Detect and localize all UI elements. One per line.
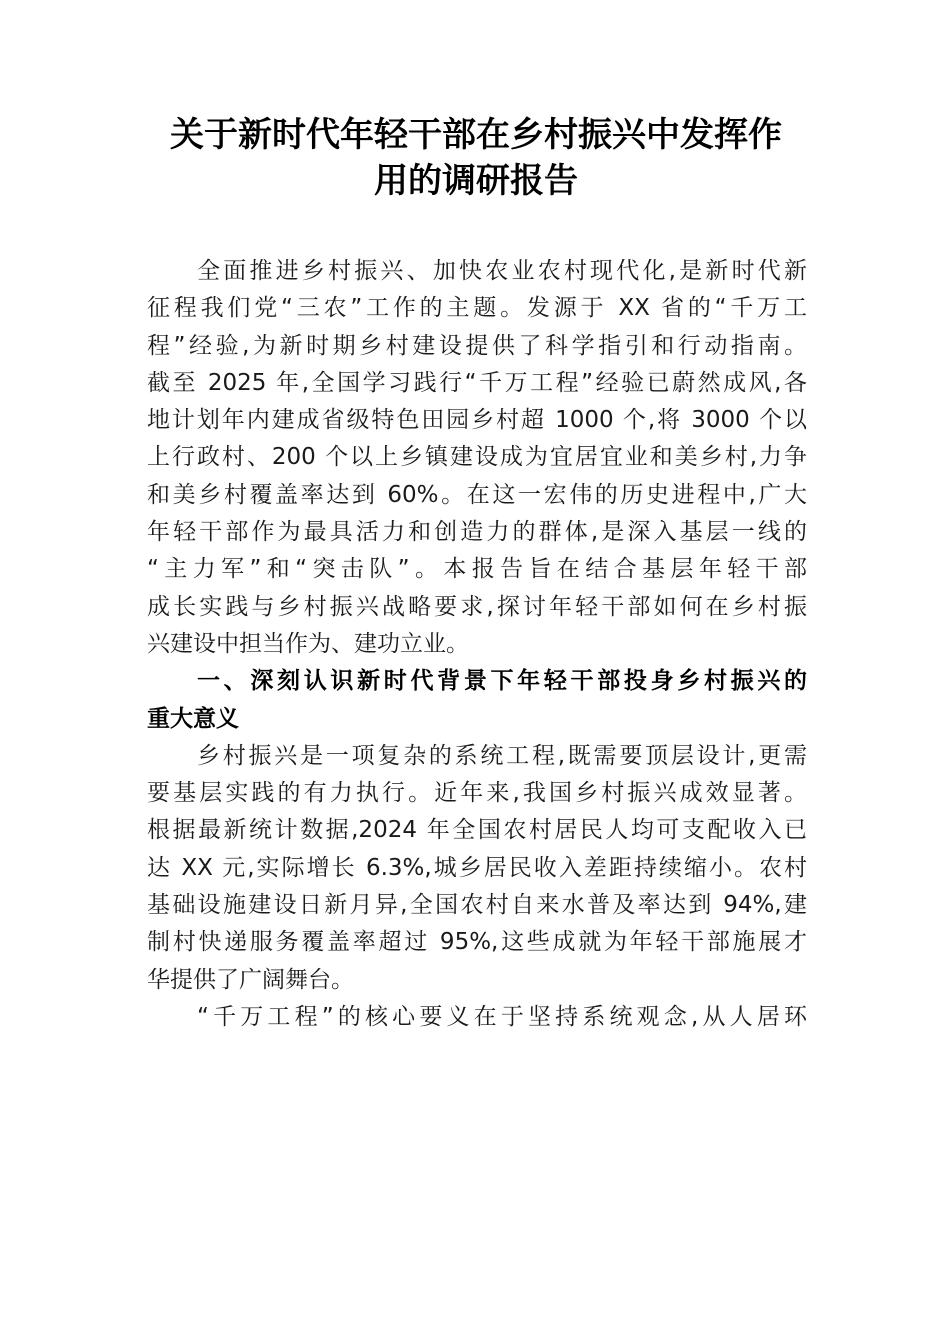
title-line-2: 用的调研报告: [374, 161, 578, 201]
section-1-paragraph-line: 华提供了广阔舞台。: [147, 966, 354, 993]
intro-paragraph-line: 和美乡村覆盖率达到 60%。在这一宏伟的历史进程中,广大: [147, 481, 807, 508]
title-line-1: 关于新时代年轻干部在乡村振兴中发挥作: [170, 115, 782, 155]
intro-paragraph-line: 成长实践与乡村振兴战略要求,探讨年轻干部如何在乡村振: [147, 593, 807, 620]
section-1-paragraph-line: 制村快递服务覆盖率超过 95%,这些成就为年轻干部施展才: [147, 929, 807, 956]
section-1-paragraph-line: 达 XX 元,实际增长 6.3%,城乡居民收入差距持续缩小。农村: [147, 854, 807, 881]
section-1-paragraph-line: 根据最新统计数据,2024 年全国农村居民人均可支配收入已: [147, 817, 807, 844]
section-1-heading-cont: 重大意义: [147, 705, 239, 732]
section-1-paragraph-line: 基础设施建设日新月异,全国农村自来水普及率达到 94%,建: [147, 892, 807, 919]
section-1-heading: 一、深刻认识新时代背景下年轻干部投身乡村振兴的: [197, 668, 807, 695]
intro-paragraph-line: 上行政村、200 个以上乡镇建设成为宜居宜业和美乡村,力争: [147, 444, 807, 471]
intro-paragraph-line: 截至 2025 年,全国学习践行“千万工程”经验已蔚然成风,各: [147, 369, 807, 396]
intro-paragraph-line: 地计划年内建成省级特色田园乡村超 1000 个,将 3000 个以: [147, 407, 807, 434]
section-1-paragraph-line: 要基层实践的有力执行。近年来,我国乡村振兴成效显著。: [147, 780, 807, 807]
document-body: [147, 253, 807, 1036]
intro-paragraph-line: 征程我们党“三农”工作的主题。发源于 XX 省的“千万工: [147, 295, 807, 322]
intro-paragraph-line: 全面推进乡村振兴、加快农业农村现代化,是新时代新: [197, 258, 807, 284]
intro-paragraph-line: 兴建设中担当作为、建功立业。: [147, 630, 469, 657]
section-1-paragraph-line: 乡村振兴是一项复杂的系统工程,既需要顶层设计,更需: [197, 742, 807, 769]
document-title: [140, 112, 812, 204]
section-1-paragraph-2-line: “千万工程”的核心要义在于坚持系统观念,从人居环: [197, 1003, 807, 1030]
intro-paragraph-line: “主力军”和“突击队”。本报告旨在结合基层年轻干部: [147, 556, 807, 583]
intro-paragraph-line: 年轻干部作为最具活力和创造力的群体,是深入基层一线的: [147, 519, 807, 546]
intro-paragraph-line: 程”经验,为新时期乡村建设提供了科学指引和行动指南。: [147, 332, 807, 359]
